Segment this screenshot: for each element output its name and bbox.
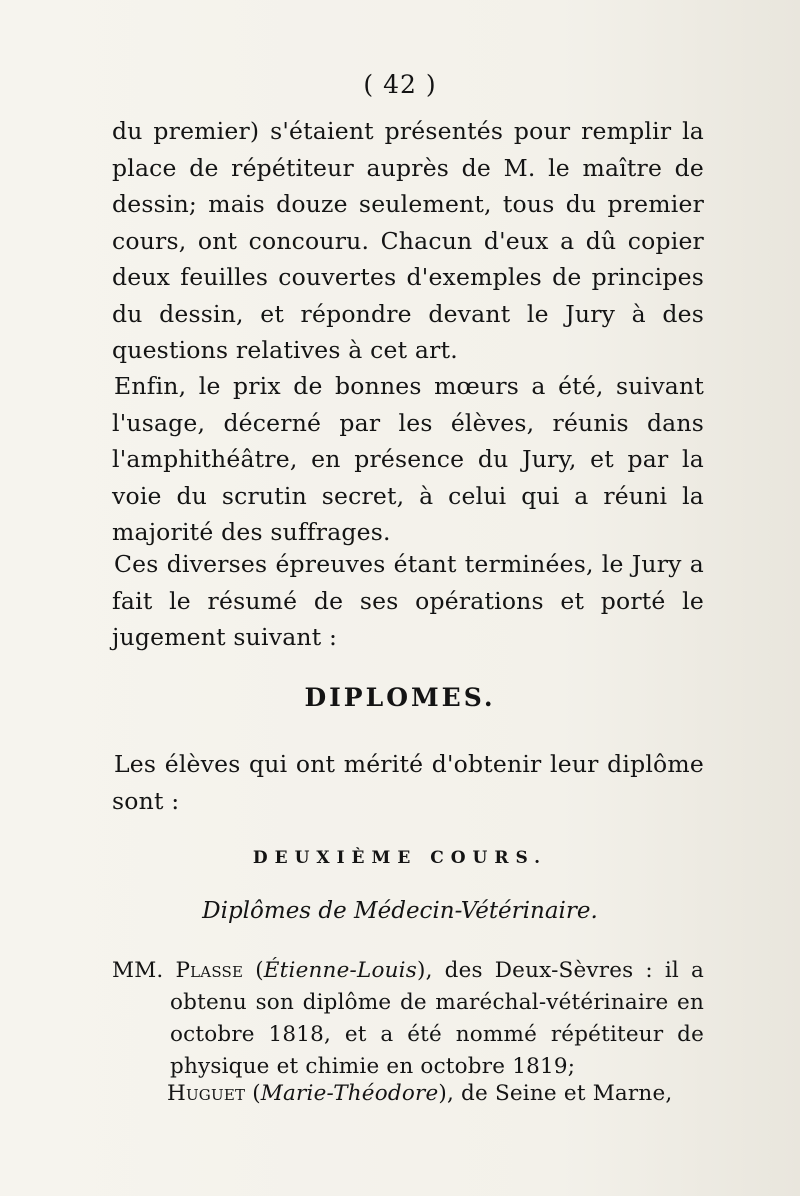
student-given-names: Marie-Théodore bbox=[260, 1081, 439, 1106]
paragraph-4: Les élèves qui ont mérité d'obtenir leur diplôme sont : bbox=[112, 750, 704, 815]
student-name: Huguet bbox=[167, 1081, 246, 1106]
diploma-subheading: Diplômes de Médecin-Vétérinaire. bbox=[202, 898, 598, 924]
paragraph-2: Enfin, le prix de bonnes mœurs a été, suivant l'usage, décerné par les élèves, réunis dans l'amphithéâtre, en présence du Jury, et par la voie du scrutin secret, à celui qui a réuni la majorité des suffrages. bbox=[112, 372, 704, 546]
paragraph-1: du premier) s'étaient présentés pour remplir la place de répétiteur auprès de M. le maître de dessin; mais douze seulement, tous du premier cours, ont concouru. Chacun d'eux a dû copier deux feuilles couvertes d'exemples de principes du dessin, et répondre devant le Jury à des questions relatives à cet art. bbox=[112, 117, 704, 364]
section-heading: DIPLOMES. bbox=[304, 683, 496, 712]
list-item: MM. Plasse (Étienne-Louis), des Deux-Sèvres : il a obtenu son diplôme de maréchal-vétérinaire en octobre 1818, et a été nommé répétiteur de physique et chimie en octobre 1819; bbox=[112, 958, 705, 1079]
paragraph-3: Ces diverses épreuves étant terminées, le Jury a fait le résumé de ses opérations et porté le jugement suivant : bbox=[112, 550, 704, 651]
entry-text: , de Seine et Marne, bbox=[446, 1081, 673, 1106]
entry-prefix: MM. bbox=[112, 958, 164, 983]
student-name: Plasse bbox=[175, 958, 244, 983]
course-title: DEUXIÈME COURS. bbox=[252, 848, 548, 868]
student-given-names: Étienne-Louis bbox=[263, 958, 417, 983]
list-item: Huguet (Marie-Théodore), de Seine et Marne, bbox=[167, 1081, 673, 1106]
page-number: ( 42 ) bbox=[363, 70, 437, 99]
entry-text: , des Deux-Sèvres : il a obtenu son diplôme de maréchal-vétérinaire en octobre 1818, et a été nommé répétiteur de physique et chimie en octobre 1819; bbox=[170, 958, 705, 1079]
